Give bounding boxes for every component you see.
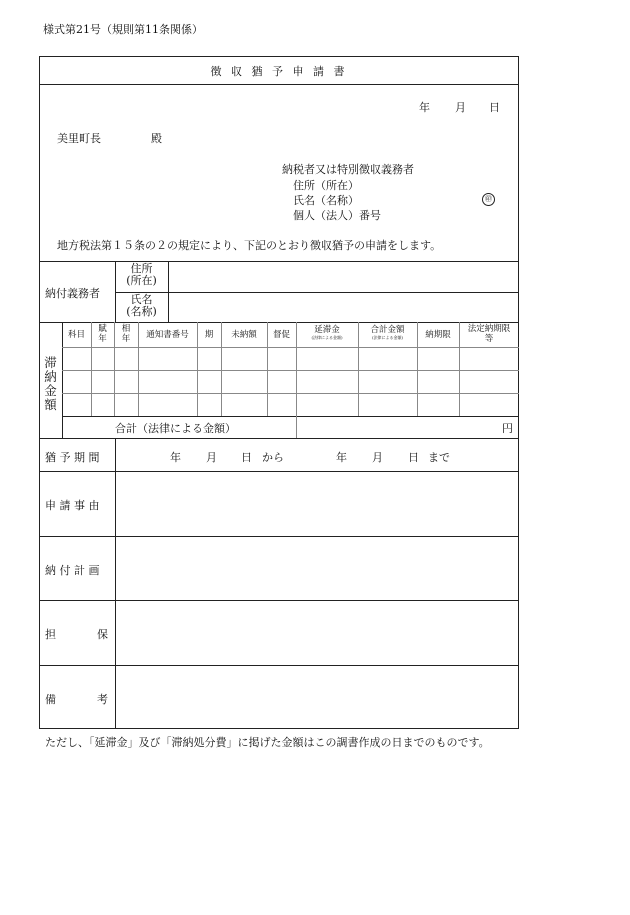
deferral-from-word: から <box>262 451 284 464</box>
applicant-name-label: 氏名（名称） <box>293 194 359 207</box>
col-delinquency <box>296 326 358 340</box>
plan-bottom-line <box>39 600 519 601</box>
application-reason-label: 申 請 事 由 <box>45 499 100 512</box>
deferral-from-year: 年 <box>170 451 181 464</box>
col-period: 期 <box>204 330 214 340</box>
reason-bottom-line <box>39 536 519 537</box>
col-corresponding-line1: 相 <box>121 324 131 334</box>
obligor-field-divider <box>168 261 169 322</box>
addressee-name: 美里町長 <box>57 132 101 145</box>
footnote: ただし、「延滞金」及び「滞納処分費」に掲げた金額はこの調書作成の日までのものです。 <box>45 736 490 749</box>
deferral-from-month: 月 <box>206 451 217 464</box>
col-assessment-line2: 年 <box>98 333 107 344</box>
deferral-to-word: まで <box>428 451 450 464</box>
col-notice-number: 通知書番号 <box>146 330 189 340</box>
applicant-number-label: 個人（法人）番号 <box>293 209 381 222</box>
col-subject: 科目 <box>67 330 85 340</box>
obligor-address-label-line2: (所在) <box>126 274 157 288</box>
deferral-from-day: 日 <box>241 451 252 464</box>
arrears-side-char-3: 金 <box>44 383 57 398</box>
total-unit: 円 <box>502 422 513 435</box>
obligor-top-line <box>39 261 519 262</box>
collateral-label-second: 保 <box>97 628 108 641</box>
applicant-address-label: 住所（所在） <box>293 179 359 192</box>
collateral-bottom-line <box>39 665 519 666</box>
obligor-name-label <box>115 294 168 319</box>
obligor-address-label-line1: 住所 <box>130 262 153 275</box>
col-legal-due-date <box>459 325 519 344</box>
arrears-rows-bottom <box>62 416 519 417</box>
col-legal-due-line2: 等 <box>484 333 494 344</box>
application-statement: 地方税法第１５条の２の規定により、下記のとおり徴収猶予の申請をします。 <box>57 239 442 252</box>
col-delinquency-title: 延滞金 <box>314 325 340 335</box>
date-day: 日 <box>489 101 500 114</box>
deferral-top-line <box>39 438 519 439</box>
addressee-honorific: 殿 <box>151 132 162 145</box>
arrears-row-line-2 <box>62 393 519 394</box>
col-total-title: 合計金額 <box>370 325 405 335</box>
col-due-date: 納期限 <box>425 330 451 340</box>
col-total-note: (法律による金額) <box>371 334 404 340</box>
obligor-mid-line <box>115 292 519 293</box>
deferral-period-label: 猶 予 期 間 <box>45 451 100 464</box>
deferral-bottom-line <box>39 471 519 472</box>
obligor-bottom-line <box>39 322 519 323</box>
col-assessment-line1: 賦 <box>98 324 107 334</box>
arrears-header-line <box>62 347 519 348</box>
seal-mark-icon: ㊞ <box>482 193 495 206</box>
deferral-to-year: 年 <box>336 451 347 464</box>
col-corresponding-year <box>114 325 138 344</box>
obligor-address-label <box>115 263 168 288</box>
deferral-to-day: 日 <box>408 451 419 464</box>
arrears-row-line-1 <box>62 370 519 371</box>
form-title: 徴 収 猶 予 申 請 書 <box>210 65 348 78</box>
arrears-side-char-4: 額 <box>44 397 57 412</box>
collateral-label-first: 担 <box>45 628 56 641</box>
date-month: 月 <box>455 101 466 114</box>
col-legal-due-line1: 法定納期限 <box>467 324 511 334</box>
deferral-to-month: 月 <box>372 451 383 464</box>
applicant-heading: 納税者又は特別徴収義務者 <box>282 163 414 176</box>
arrears-side-char-2: 納 <box>44 369 57 384</box>
col-unpaid: 未納額 <box>231 330 257 340</box>
remarks-label-second: 考 <box>97 693 108 706</box>
payment-plan-label: 納 付 計 画 <box>45 564 100 577</box>
col-reminder: 督促 <box>272 330 290 340</box>
col-assessment-year <box>91 325 114 344</box>
date-year: 年 <box>419 101 430 114</box>
col-total <box>358 326 417 340</box>
total-label: 合計（法律による金額） <box>115 422 236 435</box>
obligor-label: 納付義務者 <box>45 287 100 300</box>
title-divider <box>39 84 519 85</box>
arrears-side-label <box>39 356 62 412</box>
col-corresponding-line2: 年 <box>121 333 131 344</box>
obligor-name-label-line1: 氏名 <box>130 293 153 306</box>
lower-label-divider <box>115 438 116 729</box>
obligor-name-label-line2: (名称) <box>126 305 157 319</box>
remarks-label-first: 備 <box>45 693 56 706</box>
arrears-side-char-1: 滞 <box>44 355 57 370</box>
col-delinquency-note: (法律による金額) <box>311 334 343 340</box>
form-number-label: 様式第21号（規則第11条関係） <box>43 23 203 36</box>
